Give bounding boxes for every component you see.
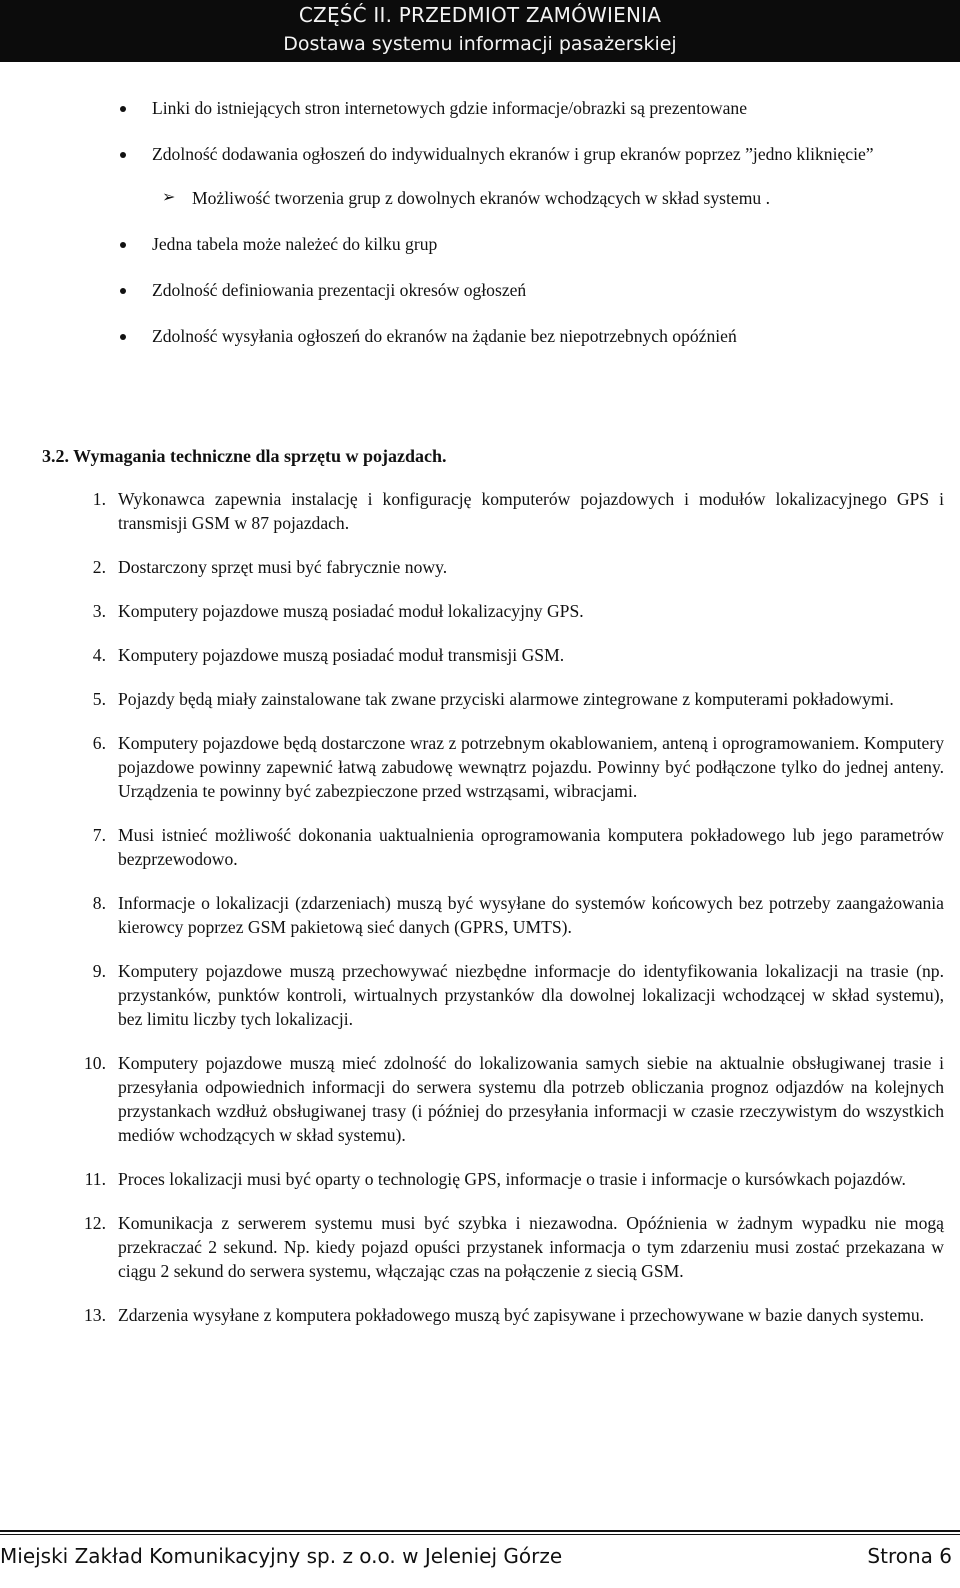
requirements-list	[0, 487, 960, 1327]
list-item	[0, 1167, 960, 1191]
footer-page-number: Strona 6	[867, 1544, 952, 1568]
bullet-text: Zdolność dodawania ogłoszeń do indywidualnych ekranów i grup ekranów poprzez ”jedno kliknięcie”	[152, 144, 874, 164]
footer-divider-thin	[0, 1534, 960, 1535]
item-number: 3.	[92, 601, 106, 621]
item-number: 9.	[92, 961, 106, 981]
list-item	[0, 232, 960, 256]
list-item	[0, 1303, 960, 1327]
bullet-icon	[120, 288, 126, 294]
item-text: Dostarczony sprzęt musi być fabrycznie nowy.	[118, 557, 448, 577]
list-item	[0, 278, 960, 302]
item-number: 11.	[84, 1169, 106, 1189]
item-number: 2.	[92, 557, 106, 577]
item-number: 4.	[92, 645, 106, 665]
list-item	[0, 823, 960, 871]
item-text: Komputery pojazdowe będą dostarczone wraz z potrzebnym okablowaniem, anteną i oprogramowaniem. Komputery pojazdowe powinny zapewnić łatwą zabudowę wewnątrz pojazdu. Powinny być podłączone tylko do jednej anteny. Urządzenia te powinny być zabezpieczone przed wstrząsami, wibracjami.	[118, 733, 944, 801]
bullet-text: Jedna tabela może należeć do kilku grup	[152, 234, 438, 254]
bullet-text: Linki do istniejących stron internetowych gdzie informacje/obrazki są prezentowane	[152, 98, 748, 118]
item-number: 7.	[92, 825, 106, 845]
list-item	[0, 1051, 960, 1147]
bullet-text: Zdolność wysyłania ogłoszeń do ekranów na żądanie bez niepotrzebnych opóźnień	[152, 326, 737, 346]
list-item	[0, 96, 960, 120]
bullet-text: Możliwość tworzenia grup z dowolnych ekranów wchodzących w skład systemu .	[192, 188, 770, 208]
item-text: Komputery pojazdowe muszą posiadać moduł transmisji GSM.	[118, 645, 565, 665]
list-item	[0, 487, 960, 535]
list-item	[0, 324, 960, 348]
item-number: 10.	[84, 1053, 106, 1073]
item-text: Musi istnieć możliwość dokonania uaktualnienia oprogramowania komputera pokładowego lub jego parametrów bezprzewodowo.	[118, 825, 944, 869]
item-text: Proces lokalizacji musi być oparty o technologię GPS, informacje o trasie i informacje o kursówkach pojazdów.	[118, 1169, 906, 1189]
section-title: 3.2. Wymagania techniczne dla sprzętu w pojazdach.	[42, 446, 447, 466]
item-text: Komputery pojazdowe muszą mieć zdolność do lokalizowania samych siebie na aktualnie obsługiwanej trasie i przesyłania odpowiednich informacji do serwera systemu dla potrzeb obliczania prognoz odjazdów na kolejnych przystankach wzdłuż obsługiwanej trasy (i później do przesyłania informacji w czasie rzeczywistym do wszystkich mediów wchodzących w skład systemu).	[118, 1053, 944, 1145]
list-item	[0, 186, 960, 210]
footer-company: Miejski Zakład Komunikacyjny sp. z o.o. w Jeleniej Górze	[0, 1544, 563, 1568]
item-text: Zdarzenia wysyłane z komputera pokładowego muszą być zapisywane i przechowywane w bazie danych systemu.	[118, 1305, 925, 1325]
bullet-icon	[120, 334, 126, 340]
item-text: Komputery pojazdowe muszą posiadać moduł lokalizacyjny GPS.	[118, 601, 584, 621]
item-text: Komputery pojazdowe muszą przechowywać niezbędne informacje do identyfikowania lokalizacji na trasie (np. przystanków, punktów kontroli, wirtualnych przystanków dla dowolnej lokalizacji wchodzącej w skład systemu), bez limitu liczby tych lokalizacji.	[118, 961, 944, 1029]
list-item	[0, 687, 960, 711]
list-item	[0, 599, 960, 623]
item-number: 1.	[92, 489, 106, 509]
feature-bullet-list	[0, 96, 960, 348]
footer-divider	[0, 1530, 960, 1532]
arrow-bullet-icon: ➢	[162, 189, 176, 206]
item-number: 12.	[84, 1213, 106, 1233]
item-number: 8.	[92, 893, 106, 913]
item-number: 6.	[92, 733, 106, 753]
item-number: 13.	[84, 1305, 106, 1325]
item-text: Informacje o lokalizacji (zdarzeniach) muszą być wysyłane do systemów końcowych bez potrzeby zaangażowania kierowcy poprzez GSM pakietową sieć danych (GPRS, UMTS).	[118, 893, 944, 937]
bullet-text: Zdolność definiowania prezentacji okresów ogłoszeń	[152, 280, 527, 300]
bullet-icon	[120, 152, 126, 158]
header-subject: Dostawa systemu informacji pasażerskiej	[283, 33, 677, 55]
list-item	[0, 555, 960, 579]
list-item	[0, 643, 960, 667]
bullet-icon	[120, 106, 126, 112]
header-part-title: CZĘŚĆ II. PRZEDMIOT ZAMÓWIENIA	[298, 3, 662, 27]
page-header	[0, 0, 960, 62]
item-text: Komunikacja z serwerem systemu musi być szybka i niezawodna. Opóźnienia w żadnym wypadku nie mogą przekraczać 2 sekund. Np. kiedy pojazd opuści przystanek informacja o tym zdarzeniu musi zostać przekazana w ciągu 2 sekund do serwera systemu, włączając czas na połączenie z siecią GSM.	[118, 1213, 944, 1281]
list-item	[0, 959, 960, 1031]
item-number: 5.	[92, 689, 106, 709]
list-item	[0, 1211, 960, 1283]
list-item	[0, 731, 960, 803]
item-text: Wykonawca zapewnia instalację i konfigurację komputerów pojazdowych i modułów lokalizacyjnego GPS i transmisji GSM w 87 pojazdach.	[118, 489, 944, 533]
list-item	[0, 142, 960, 166]
bullet-icon	[120, 242, 126, 248]
item-text: Pojazdy będą miały zainstalowane tak zwane przyciski alarmowe zintegrowane z komputerami pokładowymi.	[118, 689, 894, 709]
list-item	[0, 891, 960, 939]
